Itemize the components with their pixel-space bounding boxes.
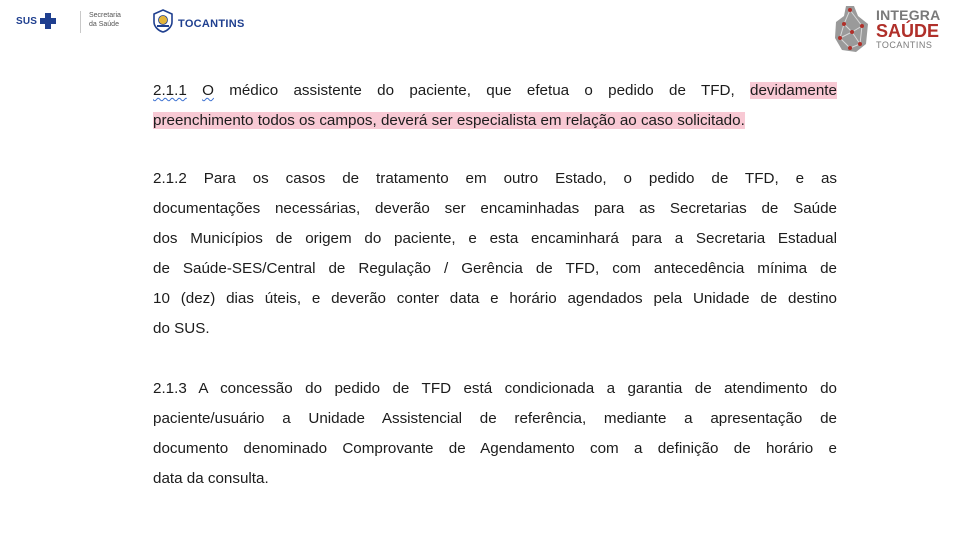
integra-saude-logo — [832, 4, 958, 54]
sus-cross-icon — [40, 13, 56, 29]
sus-logo — [16, 11, 56, 31]
state-seal-icon — [152, 9, 174, 33]
paragraph-2-1-2 — [153, 164, 837, 344]
section-number: 2.1.1 — [153, 82, 187, 99]
paragraph-line: 2.1.2 Para os casos de tratamento em outro Estado, o pedido de TFD, e as — [153, 170, 837, 187]
integra-network-icon — [832, 4, 872, 54]
paragraph-text: médico assistente do paciente, que efetua o pedido de TFD, — [229, 82, 735, 99]
highlighted-text: devidamente — [750, 82, 837, 99]
header-bar — [0, 0, 960, 60]
paragraph-line: documento denominado Comprovante de Agendamento com a definição de horário e — [153, 440, 837, 457]
paragraph-line: data da consulta. — [153, 470, 269, 487]
paragraph-line — [153, 76, 837, 106]
integra-line2: SAÚDE — [876, 21, 940, 41]
paragraph-2-1-3 — [153, 374, 837, 494]
tocantins-logo — [152, 7, 245, 35]
paragraph-line: de Saúde-SES/Central de Regulação / Gerência de TFD, com antecedência mínima de — [153, 260, 837, 277]
secretaria-logo — [80, 11, 141, 33]
paragraph-line — [153, 106, 837, 136]
paragraph-line: 10 (dez) dias úteis, e deverão conter data e horário agendados pela Unidade de destino — [153, 290, 837, 307]
integra-wordmark — [876, 8, 940, 51]
word-o: O — [202, 82, 214, 99]
paragraph-line: dos Municípios de origem do paciente, e esta encaminhará para a Secretaria Estadual — [153, 230, 837, 247]
sus-label: SUS — [16, 15, 38, 27]
secretaria-line2: da Saúde — [89, 21, 119, 28]
paragraph-line: do SUS. — [153, 320, 210, 337]
paragraph-2-1-1 — [153, 76, 837, 136]
highlighted-text: preenchimento todos os campos, deverá ser especialista em relação ao caso solicitado. — [153, 112, 745, 129]
paragraph-line: paciente/usuário a Unidade Assistencial de referência, mediante a apresentação de — [153, 410, 837, 427]
paragraph-line: 2.1.3 A concessão do pedido de TFD está condicionada a garantia de atendimento do — [153, 380, 837, 397]
integra-line1: INTEGRA — [876, 7, 941, 23]
secretaria-line1: Secretaria — [89, 12, 121, 19]
integra-line3: TOCANTINS — [876, 40, 933, 50]
paragraph-line: documentações necessárias, deverão ser encaminhadas para as Secretarias de Saúde — [153, 200, 837, 217]
tocantins-label: TOCANTINS — [178, 18, 245, 30]
